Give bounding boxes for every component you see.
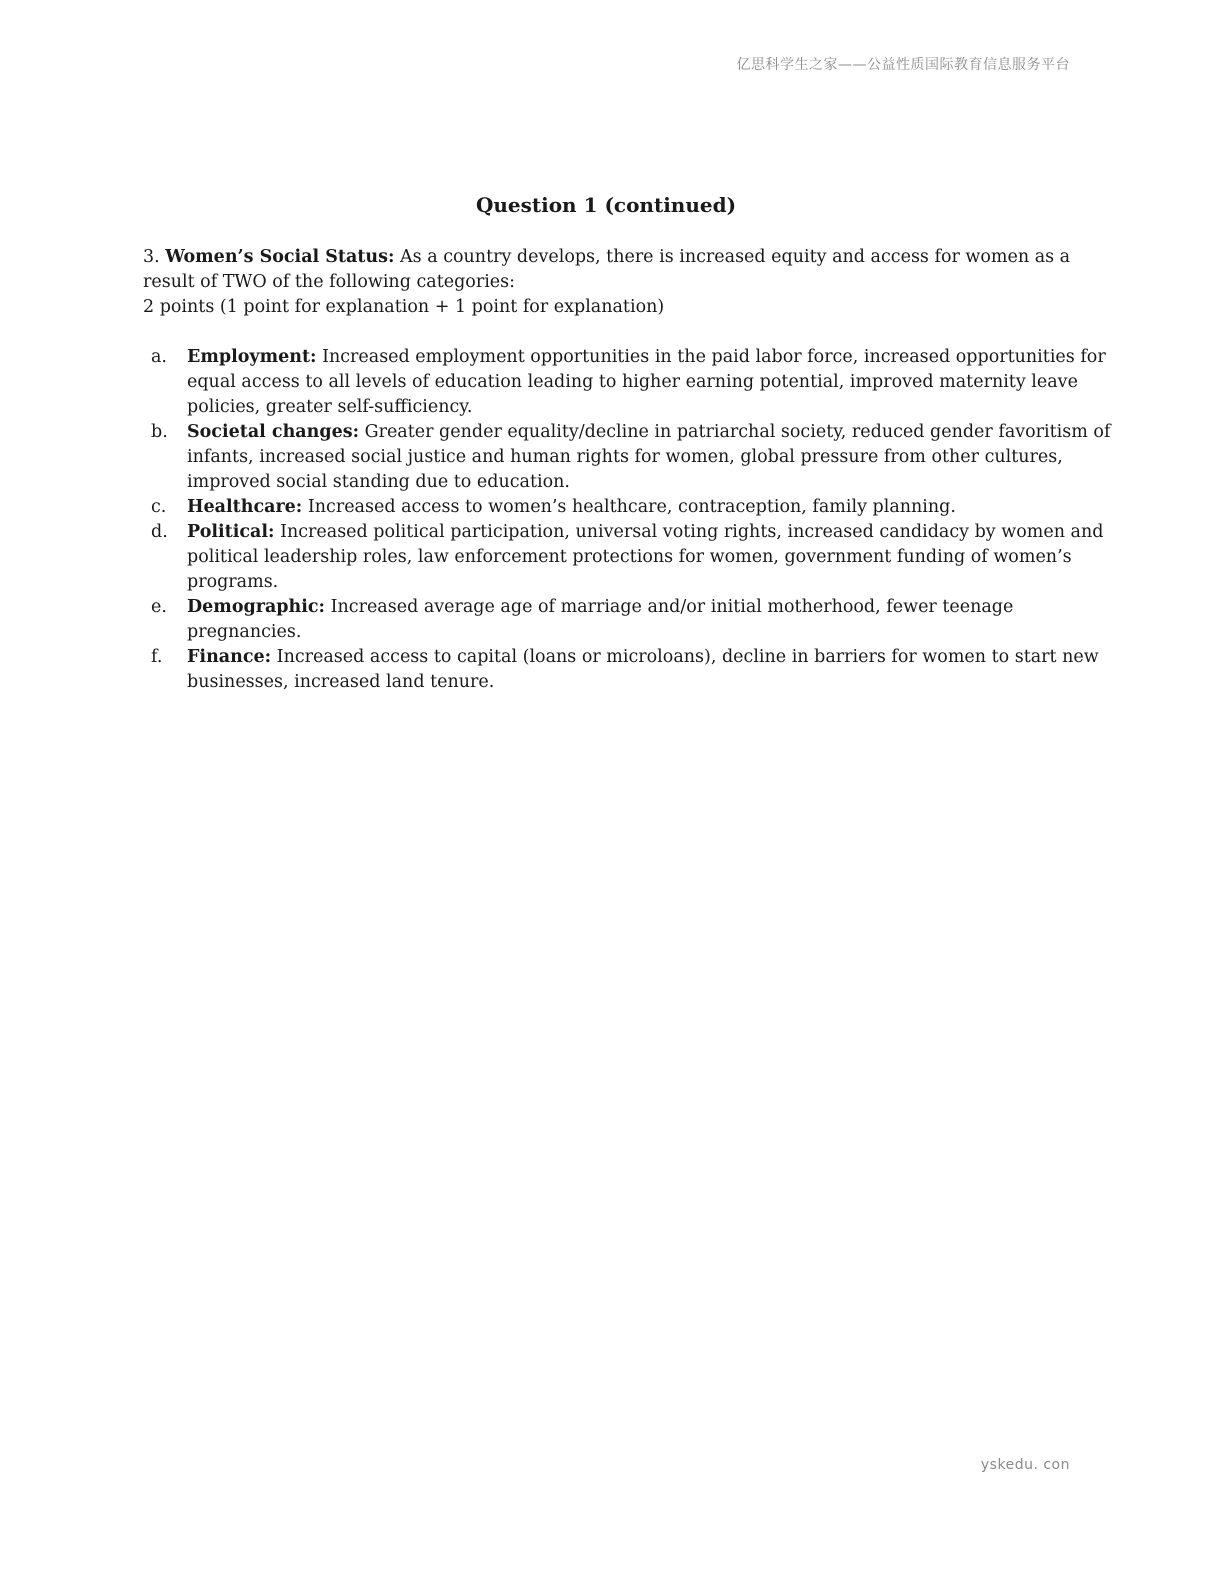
criteria-item-political (143, 520, 1111, 595)
points-line: 2 points (1 point for explanation + 1 point for explanation) (143, 297, 665, 317)
criteria-list (143, 345, 1111, 695)
footer-watermark: yskedu. con (980, 1457, 1070, 1473)
criteria-term: Employment: (187, 347, 317, 367)
page-title: Question 1 (continued) (475, 193, 737, 217)
criteria-term: Demographic: (187, 597, 326, 617)
intro-term: Women’s Social Status: (165, 247, 395, 267)
list-marker: a. (151, 347, 167, 367)
criteria-item-finance (143, 645, 1111, 695)
criteria-term: Political: (187, 522, 275, 542)
criteria-text: Greater gender equality/decline in patriarchal society, reduced gender favoritism of infants, increased social justice and human rights for women, global pressure from other cultures, improved social standing due to education. (187, 422, 1111, 492)
question-intro (143, 245, 1111, 320)
criteria-item-employment (143, 345, 1111, 420)
criteria-item-healthcare (143, 495, 1111, 520)
criteria-item-societal-changes (143, 420, 1111, 495)
criteria-term: Societal changes: (187, 422, 360, 442)
header-watermark: 亿思科学生之家——公益性质国际教育信息服务平台 (736, 57, 1070, 73)
list-marker: b. (151, 422, 168, 442)
document-body (143, 245, 1111, 695)
criteria-item-demographic (143, 595, 1111, 645)
criteria-text: Increased employment opportunities in the paid labor force, increased opportunities for equal access to all levels of education leading to higher earning potential, improved maternity leave policies, greater self-sufficiency. (187, 347, 1106, 417)
list-marker: c. (151, 497, 167, 517)
criteria-text: Increased access to capital (loans or microloans), decline in barriers for women to start new businesses, increased land tenure. (187, 647, 1099, 692)
criteria-text: Increased access to women’s healthcare, contraception, family planning. (302, 497, 956, 517)
criteria-text: Increased average age of marriage and/or initial motherhood, fewer teenage pregnancies. (187, 597, 1014, 642)
intro-number: 3. (143, 247, 166, 267)
criteria-text: Increased political participation, universal voting rights, increased candidacy by women and political leadership roles, law enforcement protections for women, government funding of women’s programs. (187, 522, 1104, 592)
criteria-term: Healthcare: (187, 497, 303, 517)
list-marker: e. (151, 597, 167, 617)
intro-paragraph (143, 245, 1111, 295)
list-marker: d. (151, 522, 168, 542)
intro-text: As a country develops, there is increased equity and access for women as a result of TWO of the following categories: (143, 247, 1071, 292)
criteria-term: Finance: (187, 647, 272, 667)
list-marker: f. (151, 647, 163, 667)
